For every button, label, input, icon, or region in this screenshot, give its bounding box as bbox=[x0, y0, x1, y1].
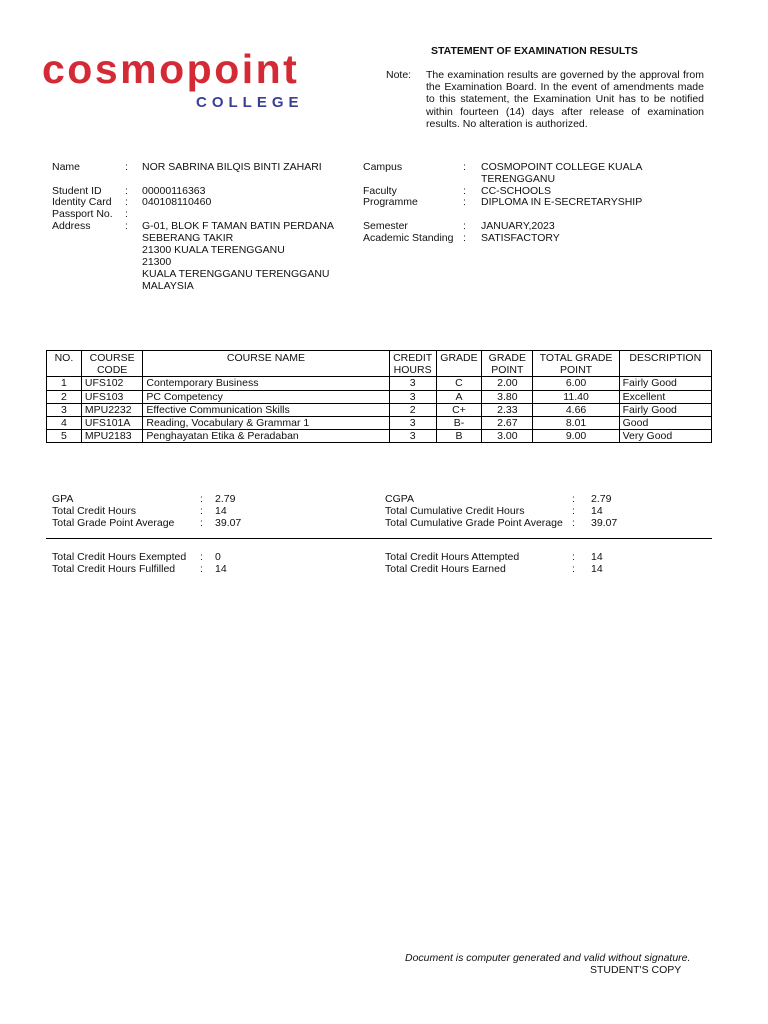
student-id-value: 00000116363 bbox=[142, 185, 206, 197]
cell-grade-point: 2.67 bbox=[482, 417, 533, 430]
semester-label: Semester bbox=[363, 220, 408, 232]
cell-total-grade-point: 6.00 bbox=[533, 377, 619, 390]
colon: : bbox=[572, 517, 575, 529]
cell-no: 4 bbox=[47, 417, 82, 430]
gpa-label: GPA bbox=[52, 493, 74, 505]
cell-description: Good bbox=[619, 417, 711, 430]
colon: : bbox=[125, 196, 128, 208]
colon: : bbox=[200, 505, 203, 517]
footer-disclaimer: Document is computer generated and valid without signature. bbox=[405, 952, 691, 964]
address-label: Address bbox=[52, 220, 91, 232]
credit-hours-exempted-value: 0 bbox=[215, 551, 221, 563]
colon: : bbox=[463, 161, 466, 173]
table-row bbox=[47, 403, 712, 416]
cell-grade: C bbox=[436, 377, 481, 390]
address-line: 21300 bbox=[142, 256, 172, 268]
cell-no: 1 bbox=[47, 377, 82, 390]
address-line: G-01, BLOK F TAMAN BATIN PERDANA bbox=[142, 220, 334, 232]
semester-value: JANUARY,2023 bbox=[481, 220, 555, 232]
cell-no: 3 bbox=[47, 403, 82, 416]
faculty-value: CC-SCHOOLS bbox=[481, 185, 552, 197]
colon: : bbox=[572, 551, 575, 563]
table-header-row bbox=[47, 351, 712, 377]
cell-description: Fairly Good bbox=[619, 377, 711, 390]
note-label: Note: bbox=[386, 69, 412, 81]
gpa-value: 2.79 bbox=[215, 493, 236, 505]
cell-credit-hours: 2 bbox=[389, 403, 436, 416]
cell-credit-hours: 3 bbox=[389, 417, 436, 430]
header-course-name: COURSE NAME bbox=[143, 351, 389, 377]
header-grade: GRADE bbox=[436, 351, 481, 377]
cell-course-code: MPU2232 bbox=[81, 403, 143, 416]
cell-course-name: PC Competency bbox=[143, 390, 389, 403]
cell-no: 2 bbox=[47, 390, 82, 403]
note-text: The examination results are governed by the approval from the Examination Board. In the event of amendments made to this statement, the Examination Unit has to be notified within fourteen (14) days after release of examination results. No alteration is authorized. bbox=[426, 69, 704, 130]
cell-grade: B- bbox=[436, 417, 481, 430]
cell-description: Fairly Good bbox=[619, 403, 711, 416]
programme-label: Programme bbox=[363, 196, 418, 208]
header-course-code: COURSE CODE bbox=[81, 351, 143, 377]
cell-course-name: Penghayatan Etika & Peradaban bbox=[143, 430, 389, 443]
academic-standing-value: SATISFACTORY bbox=[481, 232, 560, 244]
cgpa-label: CGPA bbox=[385, 493, 414, 505]
cell-total-grade-point: 8.01 bbox=[533, 417, 619, 430]
credit-hours-earned-value: 14 bbox=[591, 563, 603, 575]
campus-value bbox=[481, 161, 642, 185]
passport-label: Passport No. bbox=[52, 208, 113, 220]
colon: : bbox=[125, 161, 128, 173]
logo-subtitle: COLLEGE bbox=[196, 94, 304, 111]
header-total-grade-point: TOTAL GRADE POINT bbox=[533, 351, 619, 377]
total-credit-hours-label: Total Credit Hours bbox=[52, 505, 137, 517]
identity-card-value: 040108110460 bbox=[142, 196, 212, 208]
colon: : bbox=[463, 220, 466, 232]
total-cumulative-credit-hours-value: 14 bbox=[591, 505, 603, 517]
credit-hours-fulfilled-value: 14 bbox=[215, 563, 227, 575]
course-results-table bbox=[46, 350, 712, 443]
cell-description: Very Good bbox=[619, 430, 711, 443]
colon: : bbox=[125, 208, 128, 220]
cell-grade: A bbox=[436, 390, 481, 403]
cell-course-code: UFS103 bbox=[81, 390, 143, 403]
colon: : bbox=[125, 220, 128, 232]
credit-hours-earned-label: Total Credit Hours Earned bbox=[385, 563, 506, 575]
address-value bbox=[142, 220, 334, 292]
table-row bbox=[47, 377, 712, 390]
colon: : bbox=[572, 493, 575, 505]
total-credit-hours-value: 14 bbox=[215, 505, 227, 517]
cell-course-code: MPU2183 bbox=[81, 430, 143, 443]
total-grade-point-average-value: 39.07 bbox=[215, 517, 242, 529]
total-cumulative-credit-hours-label: Total Cumulative Credit Hours bbox=[385, 505, 525, 517]
total-cumulative-gpa-value: 39.07 bbox=[591, 517, 618, 529]
total-grade-point-average-label: Total Grade Point Average bbox=[52, 517, 175, 529]
campus-line: TERENGGANU bbox=[481, 173, 556, 185]
name-value: NOR SABRINA BILQIS BINTI ZAHARI bbox=[142, 161, 322, 173]
table-row bbox=[47, 430, 712, 443]
cell-grade-point: 2.33 bbox=[482, 403, 533, 416]
cell-course-name: Effective Communication Skills bbox=[143, 403, 389, 416]
credit-hours-attempted-label: Total Credit Hours Attempted bbox=[385, 551, 520, 563]
faculty-label: Faculty bbox=[363, 185, 397, 197]
cell-course-name: Reading, Vocabulary & Grammar 1 bbox=[143, 417, 389, 430]
credit-hours-fulfilled-label: Total Credit Hours Fulfilled bbox=[52, 563, 176, 575]
student-id-label: Student ID bbox=[52, 185, 102, 197]
cell-total-grade-point: 11.40 bbox=[533, 390, 619, 403]
table-row bbox=[47, 390, 712, 403]
address-line: MALAYSIA bbox=[142, 280, 194, 292]
cell-grade: B bbox=[436, 430, 481, 443]
campus-line: COSMOPOINT COLLEGE KUALA bbox=[481, 161, 643, 173]
header-grade-point: GRADE POINT bbox=[482, 351, 533, 377]
logo-wordmark: cosmopoint bbox=[42, 46, 300, 92]
colon: : bbox=[463, 232, 466, 244]
cell-grade-point: 3.00 bbox=[482, 430, 533, 443]
cell-credit-hours: 3 bbox=[389, 430, 436, 443]
cell-credit-hours: 3 bbox=[389, 377, 436, 390]
credit-hours-attempted-value: 14 bbox=[591, 551, 603, 563]
divider bbox=[46, 538, 712, 539]
colon: : bbox=[200, 493, 203, 505]
header-credit-hours: CREDIT HOURS bbox=[389, 351, 436, 377]
address-line: SEBERANG TAKIR bbox=[142, 232, 234, 244]
cell-description: Excellent bbox=[619, 390, 711, 403]
colon: : bbox=[572, 505, 575, 517]
address-line: KUALA TERENGGANU TERENGGANU bbox=[142, 268, 330, 280]
cell-course-code: UFS101A bbox=[81, 417, 143, 430]
cell-grade-point: 3.80 bbox=[482, 390, 533, 403]
colon: : bbox=[463, 196, 466, 208]
colon: : bbox=[200, 551, 203, 563]
cell-no: 5 bbox=[47, 430, 82, 443]
cell-credit-hours: 3 bbox=[389, 390, 436, 403]
cell-course-name: Contemporary Business bbox=[143, 377, 389, 390]
colon: : bbox=[463, 185, 466, 197]
colon: : bbox=[200, 563, 203, 575]
header-description: DESCRIPTION bbox=[619, 351, 711, 377]
colon: : bbox=[125, 185, 128, 197]
programme-value: DIPLOMA IN E-SECRETARYSHIP bbox=[481, 196, 643, 208]
cell-grade-point: 2.00 bbox=[482, 377, 533, 390]
campus-label: Campus bbox=[363, 161, 403, 173]
identity-card-label: Identity Card bbox=[52, 196, 112, 208]
cgpa-value: 2.79 bbox=[591, 493, 612, 505]
cell-total-grade-point: 4.66 bbox=[533, 403, 619, 416]
header-no: NO. bbox=[47, 351, 82, 377]
credit-hours-exempted-label: Total Credit Hours Exempted bbox=[52, 551, 187, 563]
document-title: STATEMENT OF EXAMINATION RESULTS bbox=[431, 45, 638, 57]
address-line: 21300 KUALA TERENGGANU bbox=[142, 244, 285, 256]
table-row bbox=[47, 417, 712, 430]
cell-course-code: UFS102 bbox=[81, 377, 143, 390]
colon: : bbox=[572, 563, 575, 575]
colon: : bbox=[200, 517, 203, 529]
cell-grade: C+ bbox=[436, 403, 481, 416]
copy-type-label: STUDENT'S COPY bbox=[590, 964, 682, 976]
name-label: Name bbox=[52, 161, 81, 173]
cell-total-grade-point: 9.00 bbox=[533, 430, 619, 443]
academic-standing-label: Academic Standing bbox=[363, 232, 454, 244]
total-cumulative-gpa-label: Total Cumulative Grade Point Average bbox=[385, 517, 563, 529]
